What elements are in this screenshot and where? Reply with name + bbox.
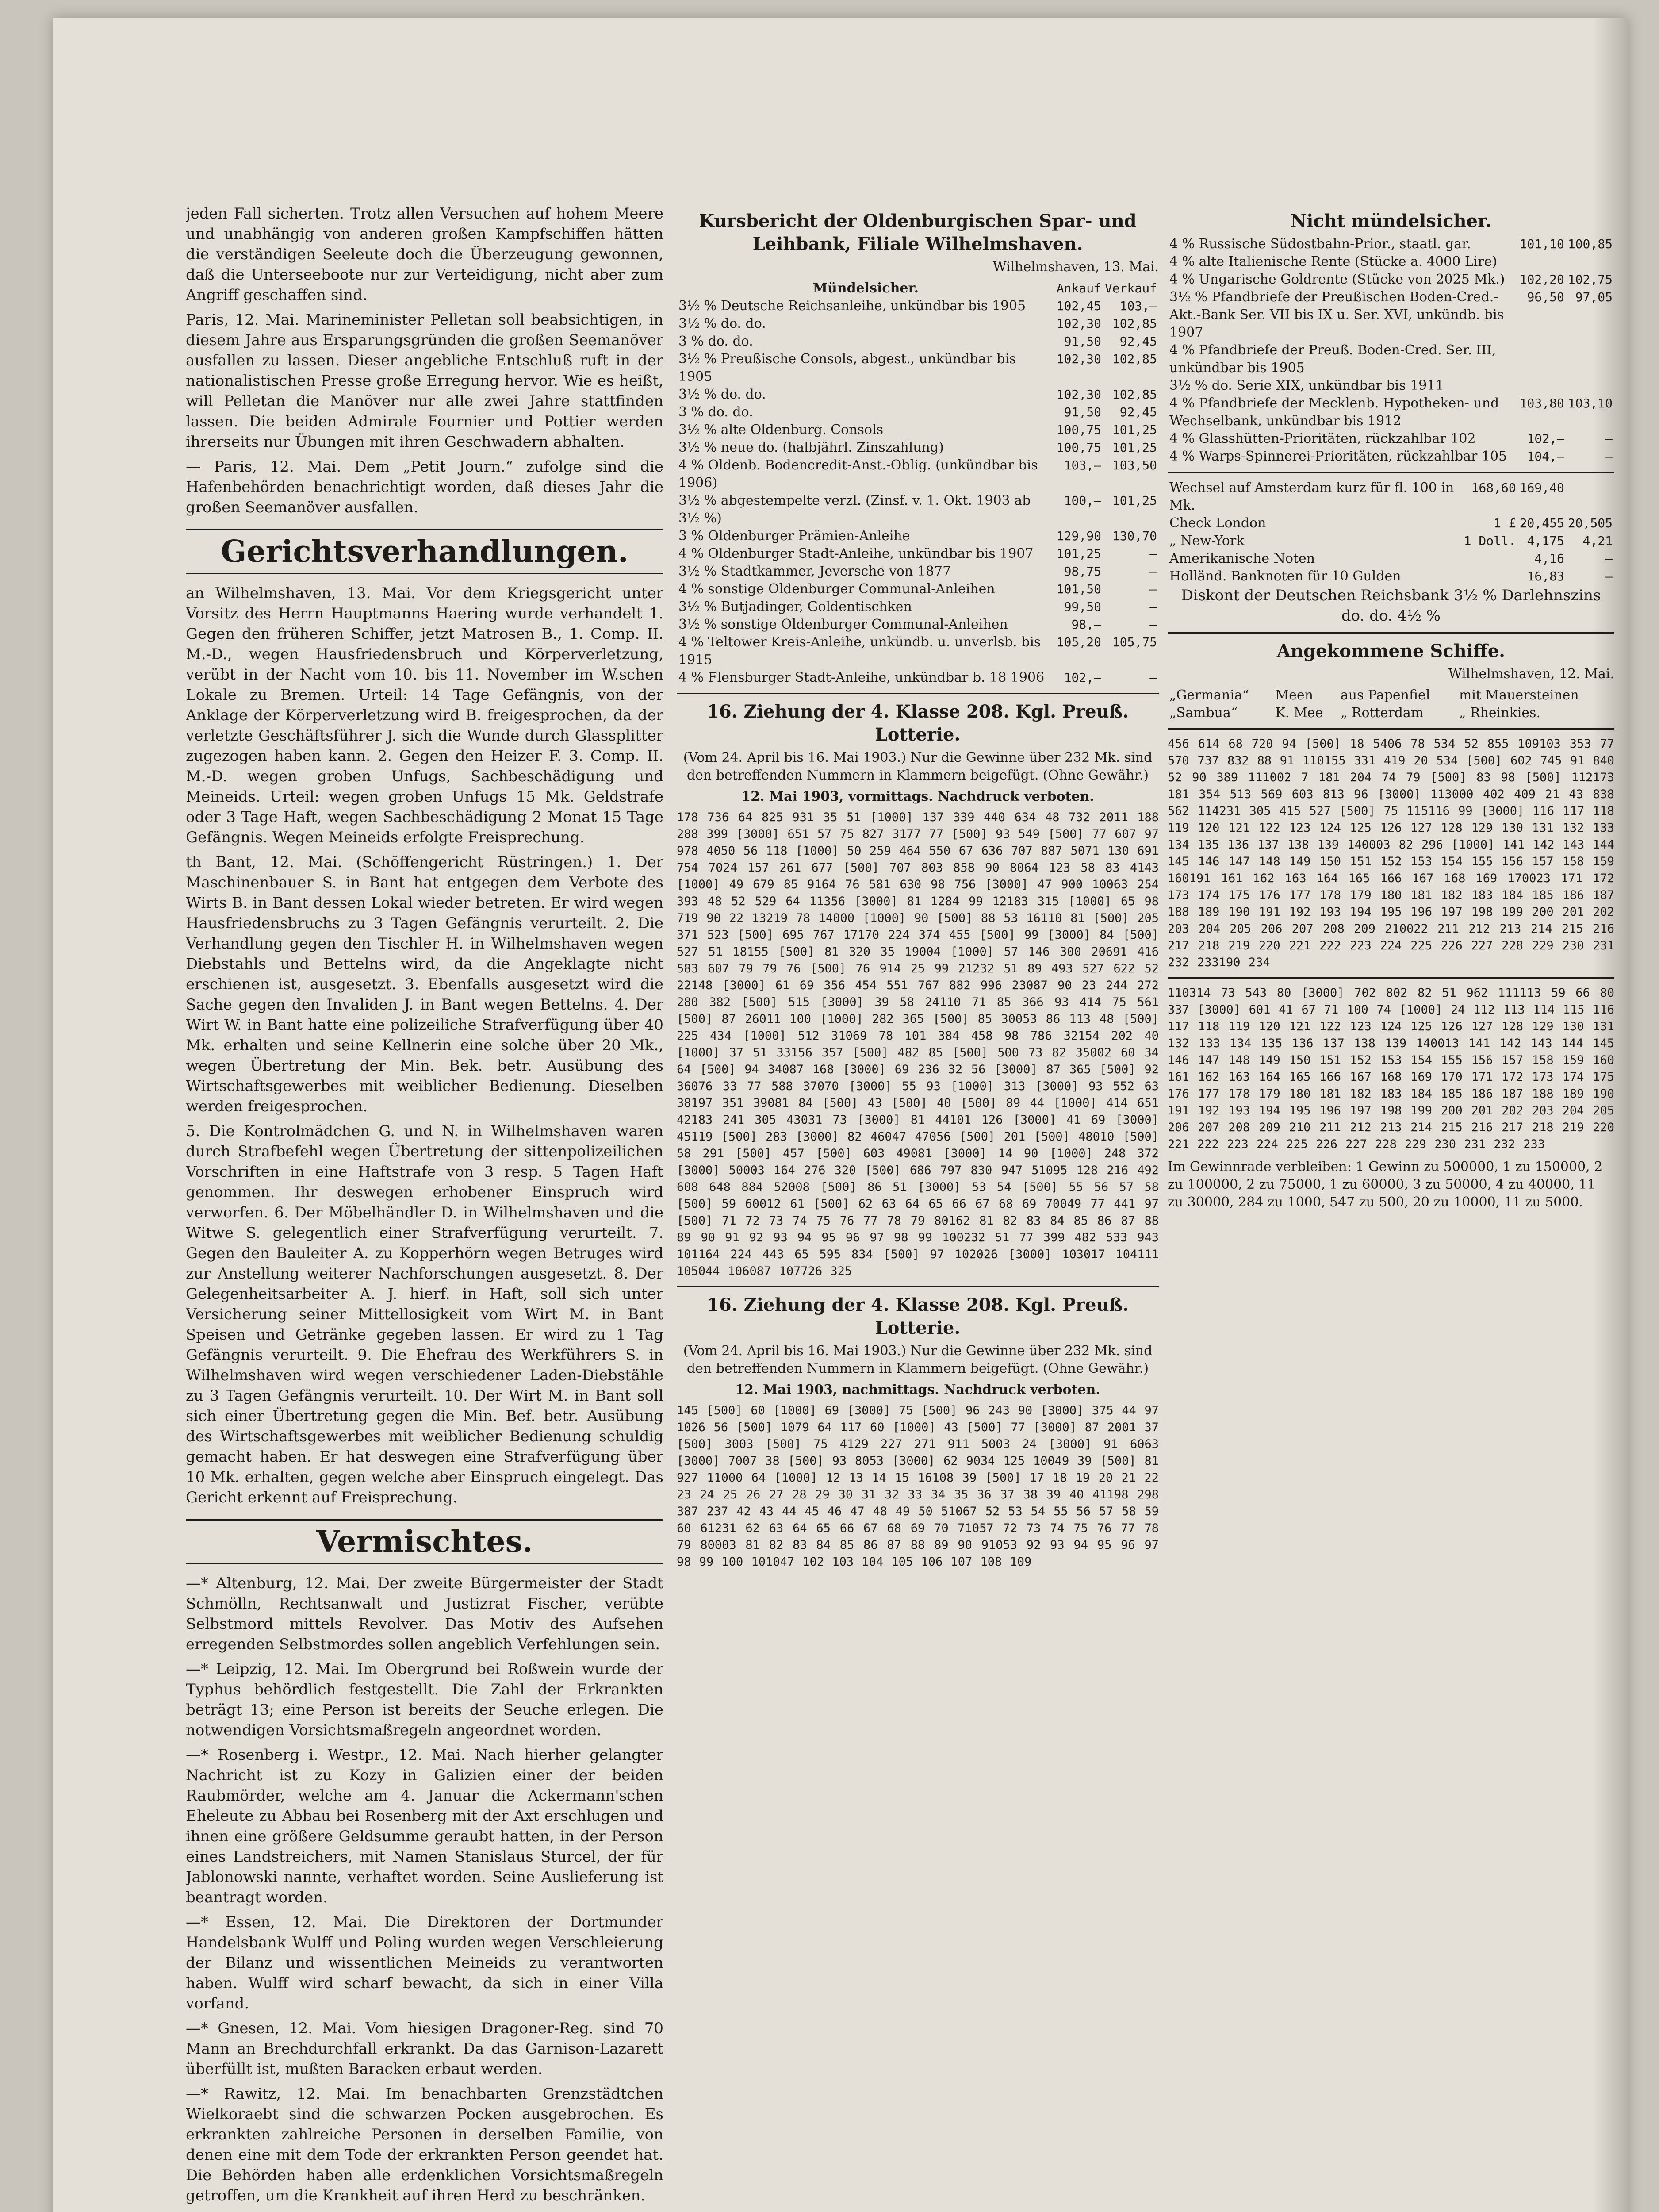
article-intro-text: jeden Fall sicherten. Trotz allen Versuchen auf hohem Meere und unabhängig von anderen großen Kampfschiffen hätten die verständigen Seeleute doch die Überzeugung gewonnen, daß die Unterseeboote nur zur Verteidigung, nicht aber zum Angriff geschaffen sind.	[186, 205, 663, 304]
market-report-date: Wilhelmshaven, 13. Mai.	[992, 259, 1159, 275]
table-cell: 1 Doll.	[1464, 534, 1516, 548]
securities-row	[677, 669, 1159, 687]
table-cell: Check London	[1169, 515, 1266, 531]
divider	[677, 1286, 1159, 1287]
securities-row	[677, 386, 1159, 403]
table-cell: 103,10	[1567, 396, 1613, 411]
securities-row	[677, 403, 1159, 421]
table-cell: 103,80	[1519, 396, 1564, 411]
misc-item-4: —* Essen, 12. Mai. Die Direktoren der Dortmunder Handelsbank Wulff und Poling wurden wegen Verschleierung der Bilanz und wissentlichen Meineids zu verantworten haben. Wulff wird scharf bewacht, da sich in einer Villa vorfand.	[186, 1913, 663, 2012]
table-cell: 4 % sonstige Oldenburger Communal-Anleihen	[678, 581, 995, 597]
misc-item-3: —* Rosenberg i. Westpr., 12. Mai. Nach hierher gelangter Nachricht ist zu Kozy in Galizien einer der beiden Raubmörder, welche am 4. Januar die Ackermann'schen Eheleute zu Abbau bei Rosenberg mit der Axt erschlugen und ihnen eine größere Geldsumme geraubt hatten, in der Person eines Landstreichers, mit Namen Stanislaus Sturcel, der für Jablonowski nannte, verhaftet worden. Seine Auslieferung ist beantragt worden.	[186, 1746, 663, 1906]
table-cell: 3½ % do. Serie XIX, unkündbar bis 1911	[1169, 378, 1444, 393]
table-cell: 3 % Oldenburger Prämien-Anleihe	[678, 528, 910, 544]
table-cell: aus Papenfiel	[1340, 687, 1430, 703]
securities-row	[677, 492, 1159, 527]
table-cell: 100,—	[1064, 493, 1101, 508]
securities-row	[677, 350, 1159, 386]
table-cell: 4 % Glasshütten-Prioritäten, rückzahlbar 102	[1169, 431, 1476, 446]
misc-item-6: —* Rawitz, 12. Mai. Im benachbarten Grenzstädtchen Wielkoraebt sind die schwarzen Pocken ausgebrochen. Es erkrankten zahlreiche Personen in derselben Familie, von denen eine mit dem Tode der erkrankten Person geendet hat. Die Behörden haben alle erdenklichen Vorsichtsmaßregeln getroffen, um die Krankheit auf ihren Herd zu beschränken.	[186, 2085, 663, 2204]
securities-row	[677, 634, 1159, 669]
table-cell: 4 % Oldenb. Bodencredit-Anst.-Oblig. (unkündbar bis 1906)	[678, 457, 1038, 491]
non-trustee-row	[1168, 288, 1614, 342]
table-cell: 20,505	[1567, 516, 1613, 530]
table-cell: 103,—	[1119, 299, 1157, 313]
table-cell: 99,50	[1064, 599, 1101, 614]
table-cell: „ New-York	[1169, 533, 1245, 549]
lottery-numbers-2: 145 [500] 60 [1000] 69 [3000] 75 [500] 96 243 90 [3000] 375 44 97 1026 56 [500] 1079 64 117 60 [1000] 43 [500] 77 [3000] 87 2001 37 [500] 3003 [500] 75 4129 227 271 911 5003 24 [3000] 91 6063 [3000] 7007 38 [500] 93 8053 [3000] 62 9034 125 10049 39 [500] 81 927 11000 64 [1000] 12 13 14 15 16108 39 [500] 17 18 19 20 21 22 23 24 25 26 27 28 29 30 31 32 33 34 35 36 37 38 39 40 41198 298 387 237 42 43 44 45 46 47 48 49 50 51067 52 53 54 55 56 57 58 59 60 61231 62 63 64 65 66 67 68 69 70 71057 72 73 74 75 76 77 78 79 80003 81 82 83 84 85 86 87 88 89 90 91053 92 93 94 95 96 97 98 99 100 101047 102 103 104 105 106 107 108 109	[677, 1404, 1159, 1569]
table-cell: 102,30	[1056, 352, 1101, 366]
table-cell: 3½ % sonstige Oldenburger Communal-Anleihen	[678, 617, 1008, 632]
table-cell: —	[1605, 431, 1613, 446]
column-middle	[677, 204, 1159, 2212]
exchange-row	[1168, 550, 1614, 568]
divider	[1168, 632, 1614, 634]
securities-table	[677, 280, 1159, 687]
non-trustee-row	[1168, 253, 1614, 271]
ships-table	[1168, 687, 1614, 722]
table-cell: „ Rheinkies.	[1459, 705, 1540, 721]
table-cell: —	[1605, 551, 1613, 566]
table-cell	[1462, 568, 1518, 585]
lottery-date-1: 12. Mai 1903, vormittags. Nachdruck verboten.	[741, 789, 1094, 804]
non-trustee-row	[1168, 342, 1614, 377]
securities-row	[677, 439, 1159, 457]
table-cell: Wechsel auf Amsterdam kurz für fl. 100 in Mk.	[1169, 480, 1454, 513]
securities-table-title: Mündelsicher.	[812, 280, 919, 296]
table-cell: 3½ % abgestempelte verzl. (Zinsf. v. 1. Okt. 1903 ab 3½ %)	[678, 493, 1031, 526]
table-cell: 92,45	[1119, 405, 1157, 419]
table-cell: 3½ % Deutsche Reichsanleihe, unkündbar bis 1905	[678, 298, 1026, 314]
table-cell: 4 % Warps-Spinnerei-Prioritäten, rückzahlbar 105	[1169, 449, 1507, 464]
misc-item-5: —* Gnesen, 12. Mai. Vom hiesigen Dragoner-Reg. sind 70 Mann an Brechdurchfall erkrankt. Da das Garnison-Lazarett überfüllt ist, mußten Baracken erbaut werden.	[186, 2020, 663, 2078]
non-trustee-row	[1168, 395, 1614, 430]
table-cell: 169,40	[1519, 480, 1564, 495]
table-cell	[1462, 550, 1518, 568]
table-cell: —	[1605, 569, 1613, 584]
non-trustee-table	[1168, 235, 1614, 465]
discount-rate-text: Diskont der Deutschen Reichsbank 3½ % Darlehnszins do. do. 4½ %	[1181, 587, 1601, 625]
securities-row	[677, 457, 1159, 492]
section-heading-court: Gerichtsverhandlungen.	[186, 529, 663, 574]
column-left	[186, 204, 663, 2212]
exchange-row	[1168, 479, 1614, 515]
table-cell: 20,455	[1519, 516, 1564, 530]
securities-row	[677, 580, 1159, 598]
misc-item-1: —* Altenburg, 12. Mai. Der zweite Bürgermeister der Stadt Schmölln, Rechtsanwalt und Justizrat Fischer, verübte Selbstmord mittels Revolver. Das Motiv des Aufsehen erregenden Selbstmordes sollen angeblich Verfehlungen sein.	[186, 1575, 663, 1653]
securities-row	[677, 297, 1159, 315]
table-cell: 98,—	[1071, 617, 1101, 632]
market-report-heading: Kursbericht der Oldenburgischen Spar- und Leihbank, Filiale Wilhelmshaven.	[699, 211, 1137, 254]
table-cell: „ Rotterdam	[1340, 705, 1424, 721]
table-cell: 4 % Pfandbriefe der Mecklenb. Hypotheken- und Wechselbank, unkündbar bis 1912	[1169, 396, 1499, 429]
table-cell: 105,75	[1112, 635, 1157, 649]
table-cell: 103,50	[1112, 458, 1157, 472]
securities-row	[677, 563, 1159, 580]
table-cell: 3½ % alte Oldenburg. Consols	[678, 422, 883, 438]
table-cell: —	[1149, 582, 1157, 596]
lottery-heading-2: 16. Ziehung der 4. Klasse 208. Kgl. Preuß. Lotterie.	[706, 1294, 1129, 1338]
table-cell: 4 % Pfandbriefe der Preuß. Boden-Cred. Ser. III, unkündbar bis 1905	[1169, 342, 1496, 376]
securities-row	[677, 421, 1159, 439]
table-cell: 101,25	[1112, 422, 1157, 437]
securities-row	[677, 598, 1159, 616]
table-cell: 3½ % do. do.	[678, 387, 766, 402]
table-cell: 4 % Teltower Kreis-Anleihe, unkündb. u. unverlsb. bis 1915	[678, 634, 1041, 668]
table-cell: 91,50	[1064, 405, 1101, 419]
table-cell: —	[1149, 599, 1157, 614]
table-cell: 102,85	[1112, 352, 1157, 366]
table-cell: 129,90	[1056, 529, 1101, 543]
table-cell: Amerikanische Noten	[1169, 551, 1315, 566]
table-cell: 101,25	[1112, 440, 1157, 455]
court-report-3: 5. Die Kontrolmädchen G. und N. in Wilhelmshaven waren durch Strafbefehl wegen Übertretung der sittenpolizeilichen Vorschriften in eine Haftstrafe von 3 resp. 5 Tagen Haft genommen. Ihr deswegen erhobener Einspruch wird verworfen. 6. Der Möbelhändler D. in Wilhelmshaven und die Witwe S. gelegentlich einer Strafverfügung verurteilt. 7. Gegen den Bauleiter A. zu Kopperhörn wegen Betruges wird zur Anstellung weiterer Nachforschungen ausgesetzt. 8. Der Gelegenheitsarbeiter A. J. hierf. in Haft, soll sich unter Versicherung seiner Mittellosigkeit vom Wirt M. in Bant Speisen und Getränke gegeben lassen. Er wird zu 1 Tag Gefängnis verurteilt. 9. Die Ehefrau des Werkführers S. in Wilhelmshaven wird wegen verschiedener Laden-Diebstähle zu 3 Tagen Gefängnis verurteilt. 10. Der Wirt M. in Bant soll sich einer Übertretung gegen die Min. Bef. betr. Ausübung des Wirtschaftsgewerbes mit weiblicher Bedienung schuldig gemacht haben. Er hat deswegen eine Strafverfügung über 10 Mk. erhalten, gegen welche aber Einspruch eingelegt. Das Gericht erkennt auf Freisprechung.	[186, 1122, 663, 1506]
non-trustee-row	[1168, 271, 1614, 288]
table-cell: 4 % alte Italienische Rente (Stücke a. 4000 Lire)	[1169, 254, 1498, 269]
table-cell: 102,—	[1064, 670, 1101, 685]
table-cell: 4 % Russische Südostbahn-Prior., staatl. gar.	[1169, 236, 1471, 252]
section-heading-misc: Vermischtes.	[186, 1519, 663, 1564]
table-cell: 4 % Oldenburger Stadt-Anleihe, unkündbar bis 1907	[678, 546, 1034, 561]
table-cell: 3½ % neue do. (halbjährl. Zinszahlung)	[678, 440, 944, 455]
ships-date: Wilhelmshaven, 12. Mai.	[1448, 666, 1614, 682]
securities-row	[677, 545, 1159, 563]
table-cell	[1518, 342, 1566, 377]
lottery-numbers-4: 110314 73 543 80 [3000] 702 802 82 51 962 111113 59 66 80 337 [3000] 601 41 67 71 100 74 [1000] 24 112 113 114 115 116 117 118 119 120 121 122 123 124 125 126 127 128 129 130 131 132 133 134 135 136 137 138 139 140013 141 142 143 144 145 146 147 148 149 150 151 152 153 154 155 156 157 158 159 160 161 162 163 164 165 166 167 168 169 170 171 172 173 174 175 176 177 178 179 180 181 182 183 184 185 186 187 188 189 190 191 192 193 194 195 196 197 198 199 200 201 202 203 204 205 206 207 208 209 210 211 212 213 214 215 216 217 218 219 220 221 222 223 224 225 226 227 228 229 230 231 232 233	[1168, 986, 1614, 1151]
table-cell: 104,—	[1527, 449, 1564, 464]
article-paris-2: — Paris, 12. Mai. Dem „Petit Journ.“ zufolge sind die Hafenbehörden benachrichtigt worden, daß dieses Jahr die großen Seemanöver ausfallen.	[186, 458, 663, 516]
table-cell: mit Mauersteinen	[1459, 687, 1579, 703]
table-cell: 100,85	[1567, 237, 1613, 251]
table-cell: 3 % do. do.	[678, 334, 753, 349]
table-cell: „Sambua“	[1169, 705, 1238, 721]
table-cell: Meen	[1275, 687, 1314, 703]
table-cell: 168,60	[1471, 480, 1516, 495]
securities-row	[677, 333, 1159, 350]
table-cell: 130,70	[1112, 529, 1157, 543]
table-cell: 3½ % Pfandbriefe der Preußischen Boden-Cred.-Akt.-Bank Ser. VII bis IX u. Ser. XVI, unkündb. bis 1907	[1169, 289, 1504, 340]
lottery-subheading-2: (Vom 24. April bis 16. Mai 1903.) Nur die Gewinne über 232 Mk. sind den betreffenden Nummern in Klammern beigefügt. (Ohne Gewähr.)	[683, 1343, 1153, 1376]
table-cell: 101,10	[1519, 237, 1564, 251]
securities-row	[677, 315, 1159, 333]
table-cell: 3½ % do. do.	[678, 316, 766, 331]
misc-item-7	[186, 2210, 663, 2212]
table-cell: 102,45	[1056, 299, 1101, 313]
table-cell: 105,20	[1056, 635, 1101, 649]
table-cell: 3½ % Preußische Consols, abgest., unkündbar bis 1905	[678, 351, 1016, 384]
non-trustee-heading: Nicht mündelsicher.	[1290, 211, 1492, 231]
divider	[1168, 472, 1614, 473]
table-cell: 102,85	[1112, 316, 1157, 331]
table-cell: 102,85	[1112, 387, 1157, 402]
exchange-row	[1168, 568, 1614, 585]
table-cell: 102,30	[1056, 387, 1101, 402]
exchange-table	[1168, 479, 1614, 585]
ship-row	[1168, 687, 1614, 704]
table-cell: 4 % Ungarische Goldrente (Stücke von 2025 Mk.)	[1169, 272, 1505, 287]
col-header-sell: Verkauf	[1104, 281, 1157, 296]
col-header-buy: Ankauf	[1056, 281, 1101, 296]
table-cell: —	[1149, 546, 1157, 561]
table-cell: 4,16	[1534, 551, 1564, 566]
divider	[1168, 977, 1614, 979]
lottery-numbers-1: 178 736 64 825 931 35 51 [1000] 137 339 440 634 48 732 2011 188 288 399 [3000] 651 57 75 827 3177 77 [500] 93 549 [500] 77 607 97 978 4050 56 118 [1000] 50 259 464 550 67 636 707 887 5071 130 691 754 7024 157 261 677 [500] 707 803 858 90 8064 123 58 83 4143 [1000] 49 679 85 9164 76 581 630 98 756 [3000] 47 900 10063 254 393 48 52 529 64 11356 [3000] 81 1284 99 12183 315 [1000] 65 98 719 90 22 13219 78 14000 [1000] 90 [500] 88 53 16110 81 [500] 205 371 523 [500] 695 767 17170 224 374 455 [500] 99 [3000] 84 [500] 527 51 18155 [500] 81 320 35 19004 [1000] 57 146 300 20691 416 583 607 79 79 76 [500] 76 914 25 99 21232 51 89 493 527 622 52 22148 [3000] 61 69 356 454 551 767 882 996 23087 90 23 244 272 280 382 [500] 515 [3000] 39 58 24110 71 85 366 93 414 75 561 [500] 87 26011 100 [1000] 282 365 [500] 85 30053 86 113 48 [500] 225 434 [1000] 512 31069 78 101 384 458 98 786 32154 202 40 [1000] 37 51 33156 357 [500] 482 85 [500] 500 73 82 35002 60 34 64 [500] 94 34087 168 [3000] 69 236 32 56 [3000] 87 365 [500] 92 36076 33 77 588 37070 [3000] 55 93 [1000] 313 [3000] 93 552 63 38197 351 39081 84 [500] 43 [500] 40 [500] 89 44 [1000] 414 651 42183 241 305 43031 73 [3000] 81 44101 126 [3000] 41 69 [3000] 45119 [500] 283 [3000] 82 46047 47056 [500] 201 [500] 48010 [500] 58 291 [500] 457 [500] 603 49081 [3000] 14 90 [1000] 248 372 [3000] 50003 164 276 320 [500] 686 797 830 947 51095 128 216 492 608 648 884 52008 [500] 86 51 [3000] 53 54 [500] 55 56 57 58 [500] 59 60012 61 [500] 62 63 64 65 66 67 68 69 70049 77 441 97 [500] 71 72 73 74 75 76 77 78 79 80162 81 82 83 84 85 86 87 88 89 90 91 92 93 94 95 96 97 98 99 100232 51 77 399 482 533 943 101164 224 443 65 595 834 [500] 97 102026 [3000] 103017 104111 105044 106087 107726 325	[677, 810, 1159, 1278]
ships-heading: Angekommene Schiffe.	[1276, 641, 1506, 661]
table-cell: 4 % Flensburger Stadt-Anleihe, unkündbar b. 18 1906	[678, 670, 1045, 685]
exchange-row	[1168, 532, 1614, 550]
non-trustee-row	[1168, 235, 1614, 253]
table-cell: 16,83	[1527, 569, 1564, 584]
table-cell: 100,75	[1056, 422, 1101, 437]
table-cell: 91,50	[1064, 334, 1101, 349]
lottery-date-2: 12. Mai 1903, nachmittags. Nachdruck verboten.	[735, 1382, 1100, 1398]
non-trustee-row	[1168, 448, 1614, 465]
table-cell: 1 £	[1494, 516, 1516, 530]
table-cell: 102,20	[1519, 272, 1564, 287]
table-cell: 3½ % Butjadinger, Goldentischken	[678, 599, 912, 614]
table-cell: 102,—	[1527, 431, 1564, 446]
divider	[1168, 728, 1614, 730]
table-cell: 98,75	[1064, 564, 1101, 579]
lottery-numbers-3: 456 614 68 720 94 [500] 18 5406 78 534 52 855 109103 353 77 570 737 832 88 91 110155 331 419 20 534 [500] 602 745 91 840 52 90 389 111002 7 181 204 74 79 [500] 83 98 [500] 112173 181 354 513 569 603 813 96 [3000] 113000 402 409 21 43 838 562 114231 305 415 527 [500] 75 115116 99 [3000] 116 117 118 119 120 121 122 123 124 125 126 127 128 129 130 131 132 133 134 135 136 137 138 139 140003 82 296 [1000] 141 142 143 144 145 146 147 148 149 150 151 152 153 154 155 156 157 158 159 160191 161 162 163 164 165 166 167 168 169 170023 171 172 173 174 175 176 177 178 179 180 181 182 183 184 185 186 187 188 189 190 191 192 193 194 195 196 197 198 199 200 201 202 203 204 205 206 207 208 209 210022 211 212 213 214 215 216 217 218 219 220 221 222 223 224 225 226 227 228 229 230 231 232 233190 234	[1168, 737, 1614, 969]
table-cell: 101,25	[1112, 493, 1157, 508]
table-cell: 100,75	[1056, 440, 1101, 455]
table-cell: —	[1149, 564, 1157, 579]
column-right	[1168, 204, 1614, 2212]
table-cell	[1518, 377, 1566, 395]
non-trustee-row	[1168, 430, 1614, 448]
divider	[677, 693, 1159, 694]
table-cell: 4,21	[1582, 534, 1613, 548]
ship-row	[1168, 704, 1614, 722]
table-cell: —	[1149, 670, 1157, 685]
table-cell: 97,05	[1575, 290, 1613, 304]
lottery-heading-1: 16. Ziehung der 4. Klasse 208. Kgl. Preuß. Lotterie.	[706, 701, 1129, 745]
table-cell: 4,175	[1527, 534, 1564, 548]
securities-row	[677, 616, 1159, 634]
article-paris-1: Paris, 12. Mai. Marineminister Pelletan soll beabsichtigen, in diesem Jahre aus Ersparungsgründen die großen Seemanöver ausfallen zu lassen. Dieser angebliche Entschluß ruft in der nationalistischen Presse große Erregung hervor. Wie es heißt, will Pelletan die Manöver nur alle zwei Jahre stattfinden lassen. Die beiden Admirale Fournier und Pottier werden ihrerseits nur Übungen mit ihren Geschwadern abhalten.	[186, 311, 663, 451]
table-cell: 3 % do. do.	[678, 404, 753, 420]
table-cell: —	[1149, 617, 1157, 632]
table-cell: 101,25	[1056, 546, 1101, 561]
court-report-2: th Bant, 12. Mai. (Schöffengericht Rüstringen.) 1. Der Maschinenbauer S. in Bant hat entgegen dem Verbote des Wirts B. in Bant dessen Lokal wieder betreten. Er wird wegen Hausfriedensbruchs zu 3 Tagen Gefängnis verurteilt. 2. Die Verhandlung gegen den Tischler H. in Wilhelmshaven wegen Diebstahls und Bettelns wird, da die Angeklagte nicht erschienen ist, ausgesetzt. 3. Ebenfalls ausgesetzt wird die Sache gegen den Invaliden J. in Bant wegen Bettelns. 4. Der Wirt W. in Bant hatte eine polizeiliche Strafverfügung über 40 Mk. erhalten und seine Kellnerin eine solche über 20 Mk., wegen Übertretung der Min. Bek. betr. Ausübung des Wirtschaftsgewerbes mit weiblicher Bedienung. Dieselben werden freigesprochen.	[186, 853, 663, 1115]
newspaper-page	[53, 18, 1628, 2212]
table-cell	[1566, 377, 1614, 395]
non-trustee-row	[1168, 377, 1614, 395]
lottery-remaining-note: Im Gewinnrade verbleiben: 1 Gewinn zu 500000, 1 zu 150000, 2 zu 100000, 2 zu 75000, 1 zu 60000, 3 zu 50000, 4 zu 40000, 11 zu 30000, 284 zu 1000, 547 zu 500, 20 zu 10000, 11 zu 5000.	[1168, 1159, 1603, 1210]
misc-item-2: —* Leipzig, 12. Mai. Im Obergrund bei Roßwein wurde der Typhus behördlich festgestellt. Die Zahl der Erkrankten beträgt 13; eine Person ist bereits der Seuche erlegen. Die notwendigen Vorsichtsmaßregeln angeordnet worden.	[186, 1660, 663, 1739]
court-report-1: an Wilhelmshaven, 13. Mai. Vor dem Kriegsgericht unter Vorsitz des Herrn Hauptmanns Haering wurde verhandelt 1. Gegen den früheren Schiffer, jetzt Matrosen B., 1. Comp. II. M.-D., wegen Hausfriedensbruch und Körperverletzung, verübt in der Nacht vom 10. bis 11. November im W.schen Lokale zu Bremen. Urteil: 14 Tage Gefängnis, von der Anklage der Körperverletzung wird B. freigesprochen, da der verletzte Geschäftsführer J. sich die Wunde durch Glassplitter zugezogen haben kann. 2. Gegen den Heizer F. 3. Comp. II. M.-D. wegen groben Unfugs, Sachbeschädigung und Meineids. Urteil: wegen groben Unfugs 15 Mk. Geldstrafe oder 3 Tage Haft, wegen Sachbeschädigung 2 Monat 15 Tage Gefängnis. Wegen Meineids erfolgte Freisprechung.	[186, 584, 663, 846]
table-cell: 101,50	[1056, 582, 1101, 596]
securities-row	[677, 527, 1159, 545]
table-cell: —	[1605, 449, 1613, 464]
table-cell: „Germania“	[1169, 687, 1249, 703]
table-cell: 102,30	[1056, 316, 1101, 331]
table-cell: 102,75	[1567, 272, 1613, 287]
table-cell: Holländ. Banknoten für 10 Gulden	[1169, 568, 1401, 584]
table-cell: K. Mee	[1275, 705, 1323, 721]
table-cell: 96,50	[1527, 290, 1564, 304]
table-cell: 3½ % Stadtkammer, Jeversche von 1877	[678, 564, 951, 579]
table-cell	[1518, 253, 1566, 271]
exchange-row	[1168, 515, 1614, 532]
table-cell	[1566, 342, 1614, 377]
table-cell	[1566, 253, 1614, 271]
lottery-subheading-1: (Vom 24. April bis 16. Mai 1903.) Nur die Gewinne über 232 Mk. sind den betreffenden Nummern in Klammern beigefügt. (Ohne Gewähr.)	[683, 750, 1153, 783]
table-cell: 103,—	[1064, 458, 1101, 472]
table-cell: 92,45	[1119, 334, 1157, 349]
